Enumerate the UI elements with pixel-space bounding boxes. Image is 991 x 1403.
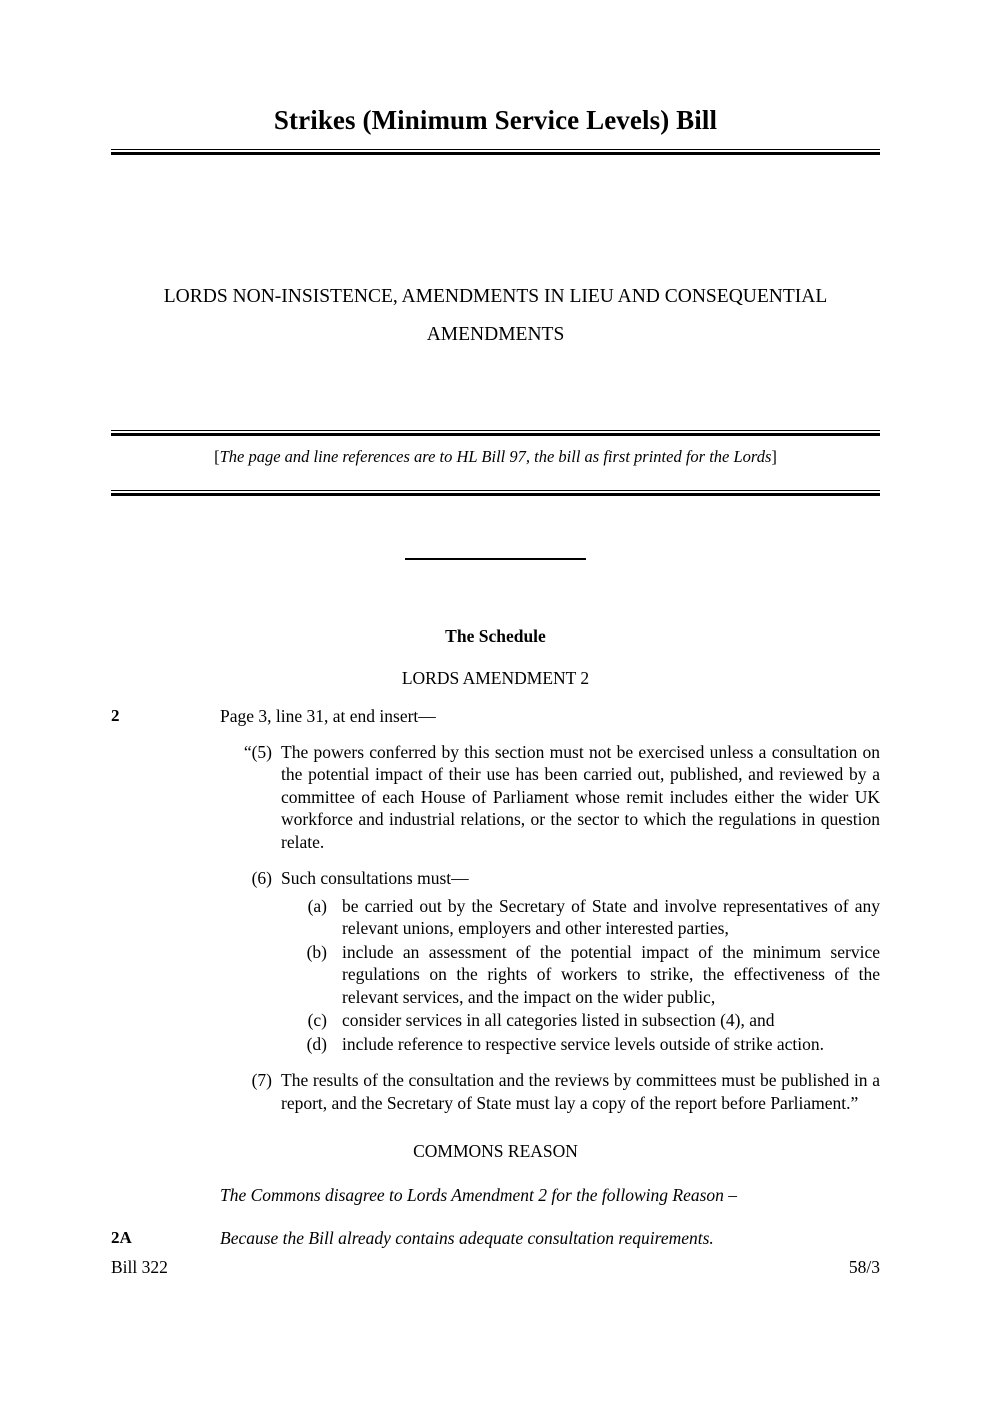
paragraph-b — [281, 941, 880, 1008]
schedule-heading: The Schedule — [445, 625, 546, 646]
footer-bill-number: Bill 322 — [111, 1257, 168, 1277]
document-subtitle: LORDS NON-INSISTENCE, AMENDMENTS IN LIEU AND CONSEQUENTIAL AMENDMENTS — [163, 285, 828, 345]
subsection-7 — [220, 1069, 880, 1114]
paragraph-b-marker: (b) — [306, 941, 327, 962]
reference-note — [111, 436, 880, 477]
paragraph-c-marker: (c) — [307, 1010, 327, 1031]
document-page — [111, 0, 880, 1403]
paragraph-a — [281, 895, 880, 940]
page-footer — [111, 1257, 880, 1278]
amendment-lead-row — [111, 706, 880, 727]
paragraph-c — [281, 1009, 880, 1031]
note-rule-bottom — [111, 490, 880, 496]
section-divider-rule — [405, 558, 586, 560]
note-rule-bottom-thick — [111, 493, 880, 496]
amendment-lead-in: Page 3, line 31, at end insert— — [220, 705, 436, 726]
paragraph-b-text: include an assessment of the potential impact of the minimum service regulations on the rights of workers to strike, the effectiveness of the relevant services, and the impact on the wider public, — [342, 941, 880, 1007]
subsection-7-text: The results of the consultation and the reviews by committees must be published in a report, and the Secretary of State must lay a copy of the report before Parliament.” — [281, 1070, 880, 1113]
commons-reason-heading: COMMONS REASON — [413, 1140, 578, 1161]
commons-reason-text: Because the Bill already contains adequate consultation requirements. — [220, 1227, 714, 1248]
note-open-bracket: [ — [214, 446, 220, 466]
commons-reason-number: 2A — [111, 1227, 132, 1247]
subsection-5-text: The powers conferred by this section must not be exercised unless a consultation on the potential impact of their use has been carried out, published, and reviewed by a committee of each House of Parliament whose remit includes either the wider UK workforce and industrial relations, or the sector to which the regulations in question relate. — [281, 741, 880, 852]
reference-note-block — [111, 430, 880, 496]
lords-amendment-heading: LORDS AMENDMENT 2 — [401, 667, 590, 688]
paragraph-d-marker: (d) — [306, 1033, 327, 1054]
paragraph-d — [281, 1033, 880, 1055]
subsection-6 — [220, 867, 880, 889]
section-divider — [111, 547, 880, 565]
paragraph-a-marker: (a) — [307, 895, 327, 916]
commons-reason-intro: The Commons disagree to Lords Amendment 2 for the following Reason – — [220, 1184, 738, 1205]
note-close-bracket: ] — [771, 446, 777, 466]
subsection-5-marker: “(5) — [243, 741, 272, 762]
subsection-6-text: Such consultations must— — [281, 868, 469, 889]
paragraph-a-text: be carried out by the Secretary of State and involve representatives of any relevant unions, employers and other interested parties, — [342, 895, 880, 939]
subsection-5 — [220, 741, 880, 853]
footer-page-reference: 58/3 — [848, 1257, 880, 1277]
note-text: The page and line references are to HL Bill 97, the bill as first printed for the Lords — [219, 446, 772, 466]
commons-reason-row — [111, 1228, 880, 1249]
paragraph-d-text: include reference to respective service levels outside of strike action. — [342, 1033, 825, 1054]
paragraph-c-text: consider services in all categories listed in subsection (4), and — [342, 1010, 775, 1031]
subsection-6-marker: (6) — [251, 868, 272, 889]
amendment-number: 2 — [111, 705, 120, 725]
subsection-7-marker: (7) — [251, 1070, 272, 1091]
page-title: Strikes (Minimum Service Levels) Bill — [273, 105, 718, 135]
